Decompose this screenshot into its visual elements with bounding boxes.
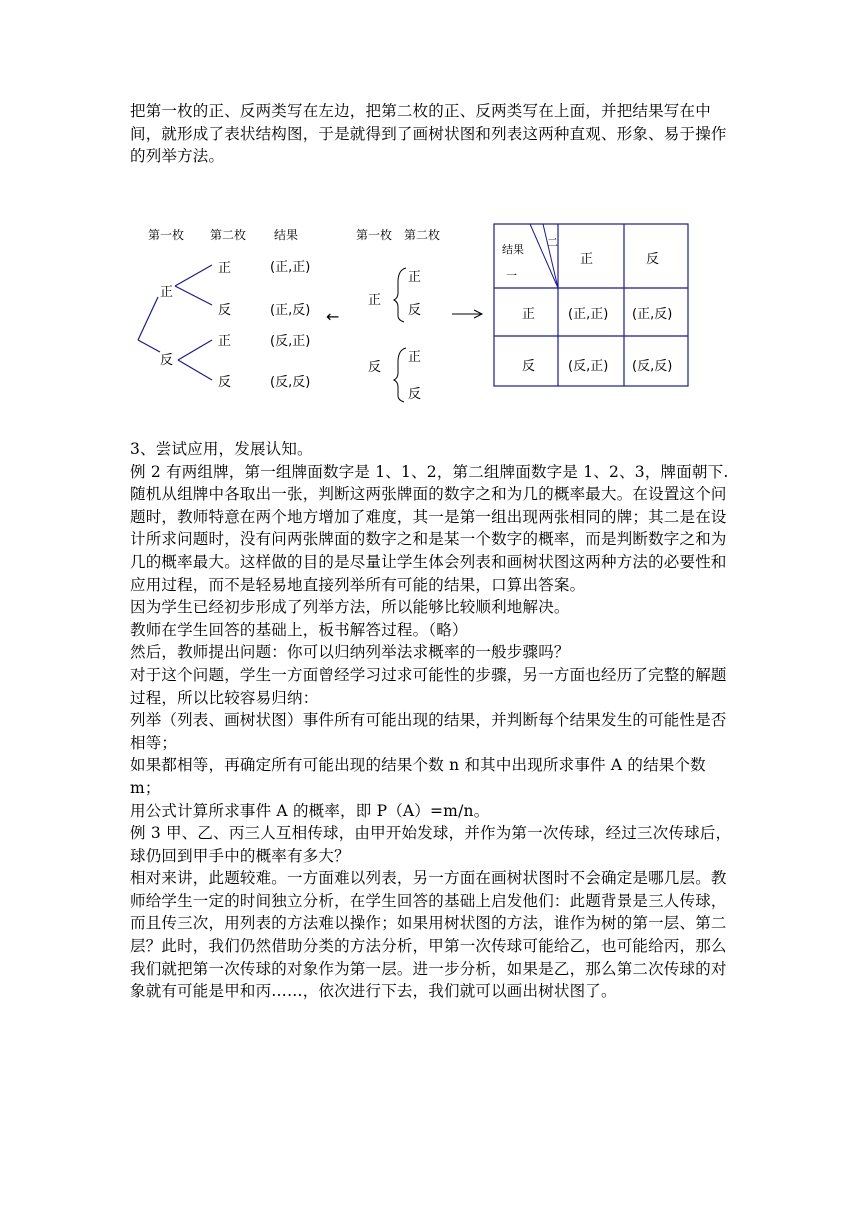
tree-result: (反,正) [270, 334, 311, 349]
tree-level1-node: 反 [160, 353, 174, 368]
table-col-header: 正 [580, 252, 594, 267]
brace-icon [394, 348, 406, 402]
left-arrow-icon: ← [326, 307, 340, 326]
body-paragraph: 教师在学生回答的基础上，板书解答过程。（略） [130, 620, 468, 639]
tree-level1-node: 正 [160, 285, 174, 300]
brace-icon [394, 268, 406, 322]
brace-first-node: 正 [368, 293, 382, 308]
body-paragraph: 如果都相等，再确定所有可能出现的结果个数 n 和其中出现所求事件 A 的结果个数 m； [130, 756, 706, 797]
tree-level2-node: 正 [218, 261, 232, 276]
body-paragraph: 例 2 有两组牌，第一组牌面数字是 1、1、2，第二组牌面数字是 1、2、3，牌面朝下.随机从组牌中各取出一张，判断这两张牌面的数字之和为几的概率最大。在设置这个问题时，教师特意在两个地方增加了难度，其一是第一组出现两张相同的牌；其二是在设计所求问题时，没有问两张牌面的数字之和是某一个数字的概率，而是判断数字之和为几的概率最大。这样做的目的是尽量让学生体会列表和画树状图这两种方法的必要性和应用过程，而不是轻易地直接列举所有可能的结果，口算出答案。 [130, 462, 729, 594]
table-corner-left: 一 [506, 269, 517, 282]
body-paragraph: 例 3 甲、乙、丙三人互相传球，由甲开始发球，并作为第一次传球，经过三次传球后，球仍回到甲手中的概率有多大？ [130, 824, 732, 865]
tree-level2-node: 正 [218, 334, 232, 349]
tree-header-first: 第一枚 [148, 228, 185, 242]
body-paragraph: 然后，教师提出问题：你可以归纳列举法求概率的一般步骤吗？ [130, 643, 570, 662]
table-corner-result: 结果 [502, 243, 524, 256]
tree-result: (反,反) [270, 375, 311, 390]
brace-diagram [356, 227, 440, 402]
table-cell: (反,正) [568, 359, 609, 374]
brace-second-node: 反 [408, 387, 422, 402]
table-cell: (正,反) [632, 307, 673, 322]
tree-diagram [138, 227, 310, 390]
table-row-header: 正 [522, 307, 536, 322]
tree-header-second: 第二枚 [210, 228, 247, 242]
tree-level2-node: 反 [218, 375, 232, 390]
body-paragraph: 用公式计算所求事件 A 的概率，即 P（A）=m/n。 [130, 801, 490, 820]
probability-figure [0, 0, 860, 420]
section-heading: 3、尝试应用，发展认知。 [130, 440, 313, 458]
brace-first-node: 反 [368, 360, 382, 375]
brace-second-node: 正 [408, 350, 422, 365]
table-corner-top: 二 [547, 236, 558, 249]
body-paragraph: 列举（列表、画树状图）事件所有可能出现的结果，并判断每个结果发生的可能性是否相等； [130, 711, 727, 752]
brace-second-node: 正 [408, 270, 422, 285]
body-text [130, 438, 736, 1003]
result-table [494, 224, 688, 386]
intro-paragraph: 把第一枚的正、反两类写在左边，把第二枚的正、反两类写在上面，并把结果写在中间，就形成了表状结构图，于是就得到了画树状图和列表这两种直观、形象、易于操作的列举方法。 [130, 102, 727, 166]
table-cell: (反,反) [632, 359, 673, 374]
table-cell: (正,正) [568, 307, 609, 322]
table-row-header: 反 [522, 359, 536, 374]
right-arrow-icon [452, 310, 482, 318]
body-paragraph: 因为学生已经初步形成了列举方法，所以能够比较顺利地解决。 [130, 598, 570, 617]
brace-header-second: 第二枚 [404, 228, 441, 242]
brace-second-node: 反 [408, 303, 422, 318]
body-paragraph: 相对来讲，此题较难。一方面难以列表，另一方面在画树状图时不会确定是哪几层。教师给学生一定的时间独立分析，在学生回答的基础上启发他们：此题背景是三人传球，而且传三次，用列表的方法难以操作；如果用树状图的方法，谁作为树的第一层、第二层？此时，我们仍然借助分类的方法分析，甲第一次传球可能给乙，也可能给丙，那么我们就把第一次传球的对象作为第一层。进一步分析，如果是乙，那么第二次传球的对象就有可能是甲和丙……，依次进行下去，我们就可以画出树状图了。 [130, 869, 727, 1001]
brace-header-first: 第一枚 [356, 228, 393, 242]
tree-result: (正,正) [270, 260, 311, 275]
tree-result: (正,反) [270, 303, 311, 318]
table-col-header: 反 [646, 252, 660, 267]
tree-header-result: 结果 [274, 228, 299, 242]
body-paragraph: 对于这个问题，学生一方面曾经学习过求可能性的步骤，另一方面也经历了完整的解题过程，所以比较容易归纳： [130, 665, 727, 707]
tree-branches [138, 265, 212, 380]
tree-level2-node: 反 [218, 303, 232, 318]
